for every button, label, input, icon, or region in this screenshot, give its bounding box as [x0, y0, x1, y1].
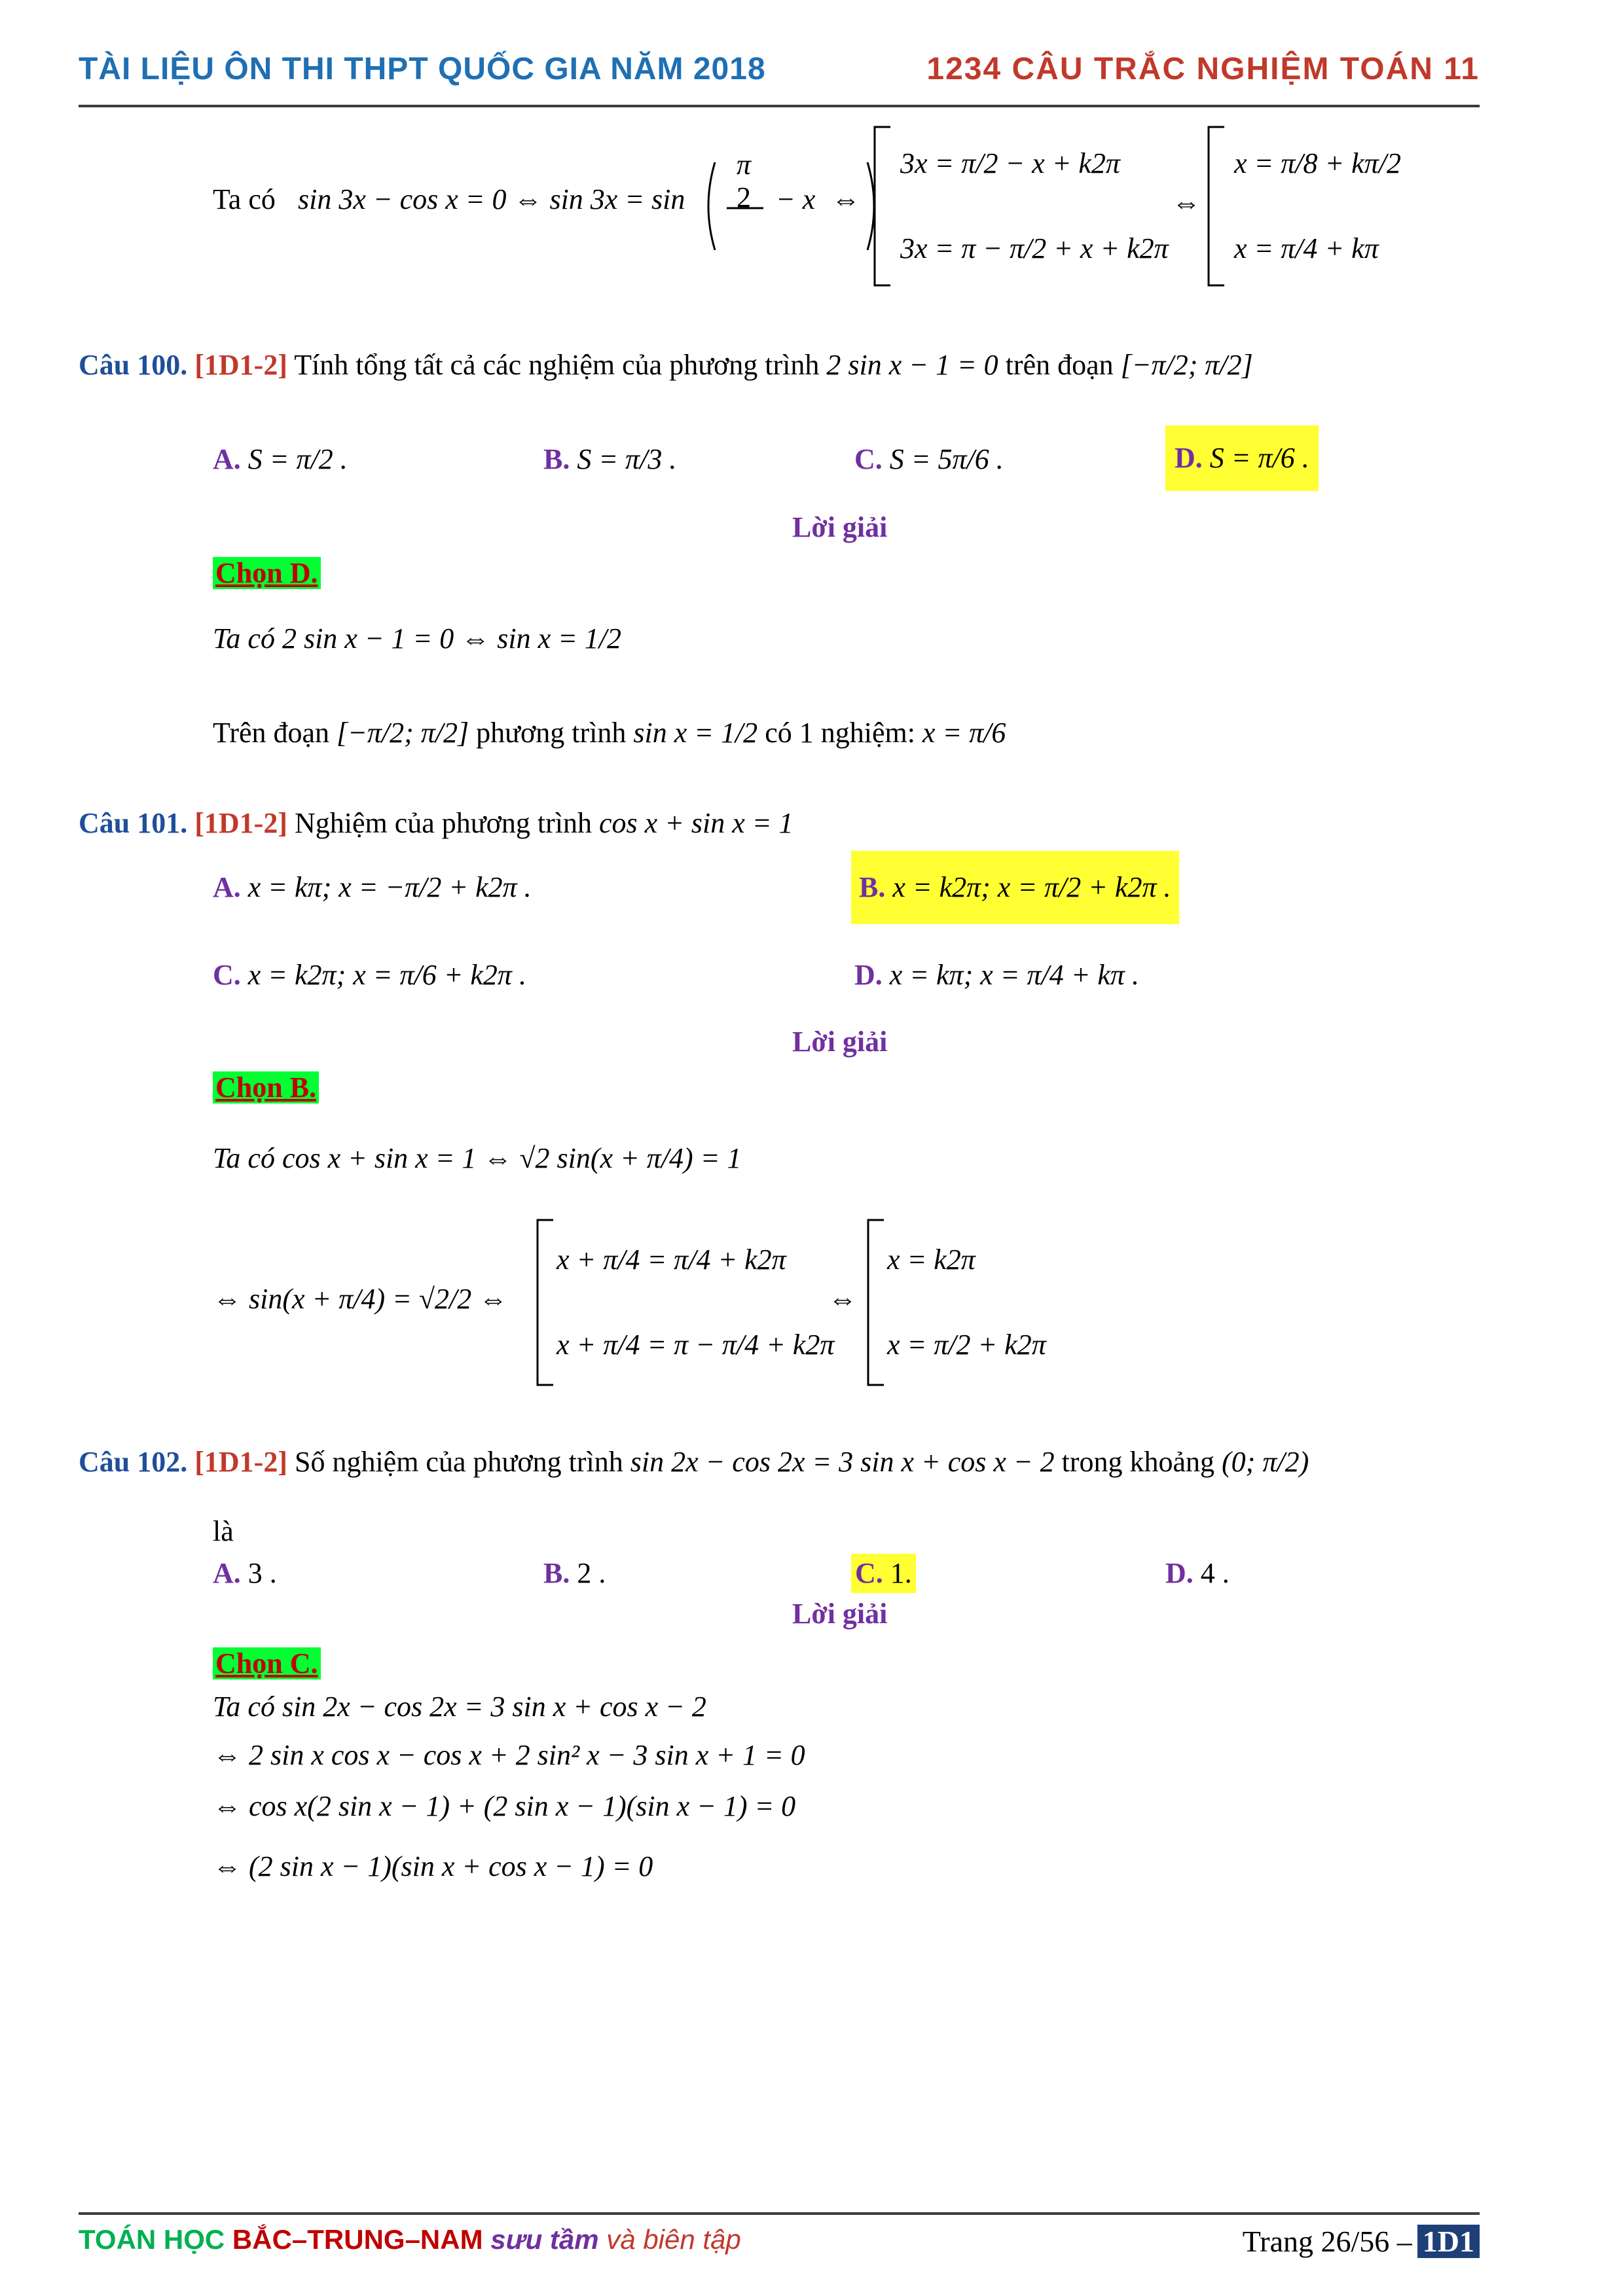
- q101-option-c-value: x = k2π; x = π/6 + k2π .: [247, 959, 526, 991]
- q102-option-c-letter: C.: [855, 1557, 883, 1589]
- q101-case-1: x + π/4 = π/4 + k2π: [556, 1244, 786, 1276]
- q101-option-a-value: x = kπ; x = −π/2 + k2π .: [247, 871, 532, 903]
- q100-option-c-letter: C.: [854, 443, 883, 475]
- prev-solution-block: [213, 118, 1457, 301]
- q101-result-1: x = k2π: [887, 1244, 976, 1276]
- q100-option-a[interactable]: [213, 440, 348, 479]
- case-bracket-1: [871, 124, 897, 288]
- case-1: 3x = π/2 − x + k2π: [900, 147, 1120, 179]
- q100-solution-line1: Ta có 2 sin x − 1 = 0 ⇔ sin x = 1/2: [213, 622, 622, 655]
- q102-eq: sin 2x − cos 2x = 3 sin x + cos x − 2: [630, 1446, 1055, 1478]
- page-number: [1243, 2224, 1480, 2259]
- q100-option-a-letter: A.: [213, 443, 241, 475]
- q101-case-bracket-1: [534, 1217, 560, 1388]
- q102-number: Câu 102.: [79, 1446, 188, 1478]
- q101-case-bracket-2: [864, 1217, 890, 1388]
- page-number-text: Trang 26/56 –: [1242, 2225, 1412, 2258]
- paren-tail: − x: [776, 183, 816, 215]
- page-header: [79, 51, 1480, 105]
- q102-option-d[interactable]: [1165, 1554, 1230, 1593]
- q100-option-b-letter: B.: [543, 443, 570, 475]
- q101-option-d-letter: D.: [854, 959, 883, 991]
- q102-tail: là: [213, 1515, 234, 1547]
- q102-option-c-value: 1.: [890, 1557, 912, 1589]
- q101-case-2: x + π/4 = π − π/4 + k2π: [556, 1329, 835, 1361]
- footer-part2: BẮC–TRUNG–NAM: [232, 2224, 483, 2255]
- q100-option-d[interactable]: [1165, 425, 1319, 491]
- q102-option-c[interactable]: [851, 1554, 916, 1593]
- q100-option-c-value: S = 5π/6 .: [889, 443, 1004, 475]
- q100-option-c[interactable]: [854, 440, 1004, 479]
- q100-stem: [79, 346, 1253, 385]
- q102-line-4: ⇔ (2 sin x − 1)(sin x + cos x − 1) = 0: [213, 1850, 653, 1882]
- q101-option-a[interactable]: [213, 868, 532, 907]
- header-right-title: 1234 CÂU TRẮC NGHIỆM TOÁN 11: [926, 52, 1480, 86]
- q102-option-a[interactable]: [213, 1554, 277, 1593]
- q100-line2-a: Trên đoạn: [213, 717, 330, 749]
- prev-solution-eq: sin 3x − cos x = 0 ⇔ sin 3x = sin: [298, 183, 685, 215]
- q100-option-a-value: S = π/2 .: [247, 443, 348, 475]
- result-2: x = π/4 + kπ: [1234, 232, 1379, 264]
- paren-den: 2: [737, 181, 751, 213]
- q100-choice: Chọn D.: [213, 557, 321, 589]
- q102-interval: (0; π/2): [1222, 1446, 1309, 1478]
- q100-line2-d: sin x = 1/2: [633, 717, 758, 749]
- q100-line2-c: phương trình: [476, 717, 627, 749]
- q101-iff: ⇔: [828, 1283, 857, 1315]
- q101-result-2: x = π/2 + k2π: [887, 1329, 1046, 1361]
- q102-text: Số nghiệm của phương trình: [294, 1446, 623, 1478]
- q101-number: Câu 101.: [79, 807, 188, 839]
- iff-symbol: ⇔: [831, 183, 860, 215]
- q100-option-b[interactable]: [543, 440, 676, 479]
- q100-solution-line2: [213, 713, 1006, 753]
- case-2: 3x = π − π/2 + x + k2π: [900, 232, 1169, 264]
- q102-option-d-letter: D.: [1165, 1557, 1194, 1589]
- q102-stem: [79, 1443, 1309, 1482]
- footer-rule: [79, 2212, 1480, 2215]
- q102-option-b-value: 2 .: [577, 1557, 606, 1589]
- q100-option-d-letter: D.: [1175, 442, 1203, 474]
- page-footer: [79, 2224, 1480, 2270]
- q101-option-b-value: x = k2π; x = π/2 + k2π .: [892, 871, 1171, 903]
- footer-part1: TOÁN HỌC: [79, 2224, 225, 2255]
- q102-option-b-letter: B.: [543, 1557, 570, 1589]
- q101-choice: Chọn B.: [213, 1071, 319, 1103]
- prev-solution-lead: Ta có: [213, 183, 276, 215]
- result-1: x = π/8 + kπ/2: [1234, 147, 1401, 179]
- q100-line2-f: x = π/6: [922, 717, 1006, 749]
- q102-choice: Chọn C.: [213, 1647, 321, 1679]
- paren-num: π: [737, 149, 752, 181]
- q100-eq: 2 sin x − 1 = 0: [826, 349, 998, 381]
- q102-option-d-value: 4 .: [1200, 1557, 1230, 1589]
- q100-option-b-value: S = π/3 .: [577, 443, 677, 475]
- q102-line-2: ⇔ 2 sin x cos x − cos x + 2 sin² x − 3 sin x + 1 = 0: [213, 1739, 805, 1771]
- iff-symbol-2: ⇔: [1172, 187, 1201, 219]
- q102-option-a-value: 3 .: [247, 1557, 277, 1589]
- q102-line-3: ⇔ cos x(2 sin x − 1) + (2 sin x − 1)(sin x − 1) = 0: [213, 1790, 796, 1822]
- q102-solution-title: Lời giải: [792, 1598, 888, 1630]
- q100-interval: [−π/2; π/2]: [1120, 349, 1253, 381]
- q101-option-d-value: x = kπ; x = π/4 + kπ .: [889, 959, 1139, 991]
- q100-line2-e: có 1 nghiệm:: [765, 717, 915, 749]
- q101-option-c-letter: C.: [213, 959, 241, 991]
- q100-text: Tính tổng tất cả các nghiệm của phương trình: [294, 349, 820, 381]
- q102-interval-text: trong khoảng: [1061, 1446, 1215, 1478]
- q101-stem: [79, 804, 793, 843]
- chapter-code-badge: 1D1: [1417, 2225, 1480, 2258]
- case-bracket-2: [1205, 124, 1231, 288]
- q102-option-a-letter: A.: [213, 1557, 241, 1589]
- q101-option-c[interactable]: [213, 956, 526, 995]
- q101-tag: [1D1-2]: [194, 807, 287, 839]
- q100-tag: [1D1-2]: [194, 349, 287, 381]
- q100-line2-b: [−π/2; π/2]: [337, 717, 469, 749]
- footer-part3: sưu tầm: [490, 2224, 599, 2255]
- q101-solution-title: Lời giải: [792, 1026, 888, 1058]
- q101-option-b-letter: B.: [859, 871, 886, 903]
- q102-line-1: Ta có sin 2x − cos 2x = 3 sin x + cos x − 2: [213, 1691, 706, 1723]
- footer-part4: và biên tập: [606, 2224, 741, 2255]
- q101-option-d[interactable]: [854, 956, 1139, 995]
- q101-solution-line1: Ta có cos x + sin x = 1 ⇔ √2 sin(x + π/4) = 1: [213, 1142, 742, 1174]
- q101-eq: cos x + sin x = 1: [599, 807, 793, 839]
- q101-text: Nghiệm của phương trình: [294, 807, 593, 839]
- q100-interval-text: trên đoạn: [1005, 349, 1114, 381]
- header-rule: [79, 105, 1480, 107]
- q101-option-b[interactable]: [851, 851, 1179, 924]
- q102-tag: [1D1-2]: [194, 1446, 287, 1478]
- q101-solution-line2: ⇔ sin(x + π/4) = √2/2 ⇔: [213, 1283, 508, 1315]
- q102-option-b[interactable]: [543, 1554, 606, 1593]
- q100-number: Câu 100.: [79, 349, 188, 381]
- header-left-title: TÀI LIỆU ÔN THI THPT QUỐC GIA NĂM 2018: [79, 52, 766, 86]
- q101-option-a-letter: A.: [213, 871, 241, 903]
- q100-solution-title: Lời giải: [792, 511, 888, 543]
- q100-option-d-value: S = π/6 .: [1209, 442, 1309, 474]
